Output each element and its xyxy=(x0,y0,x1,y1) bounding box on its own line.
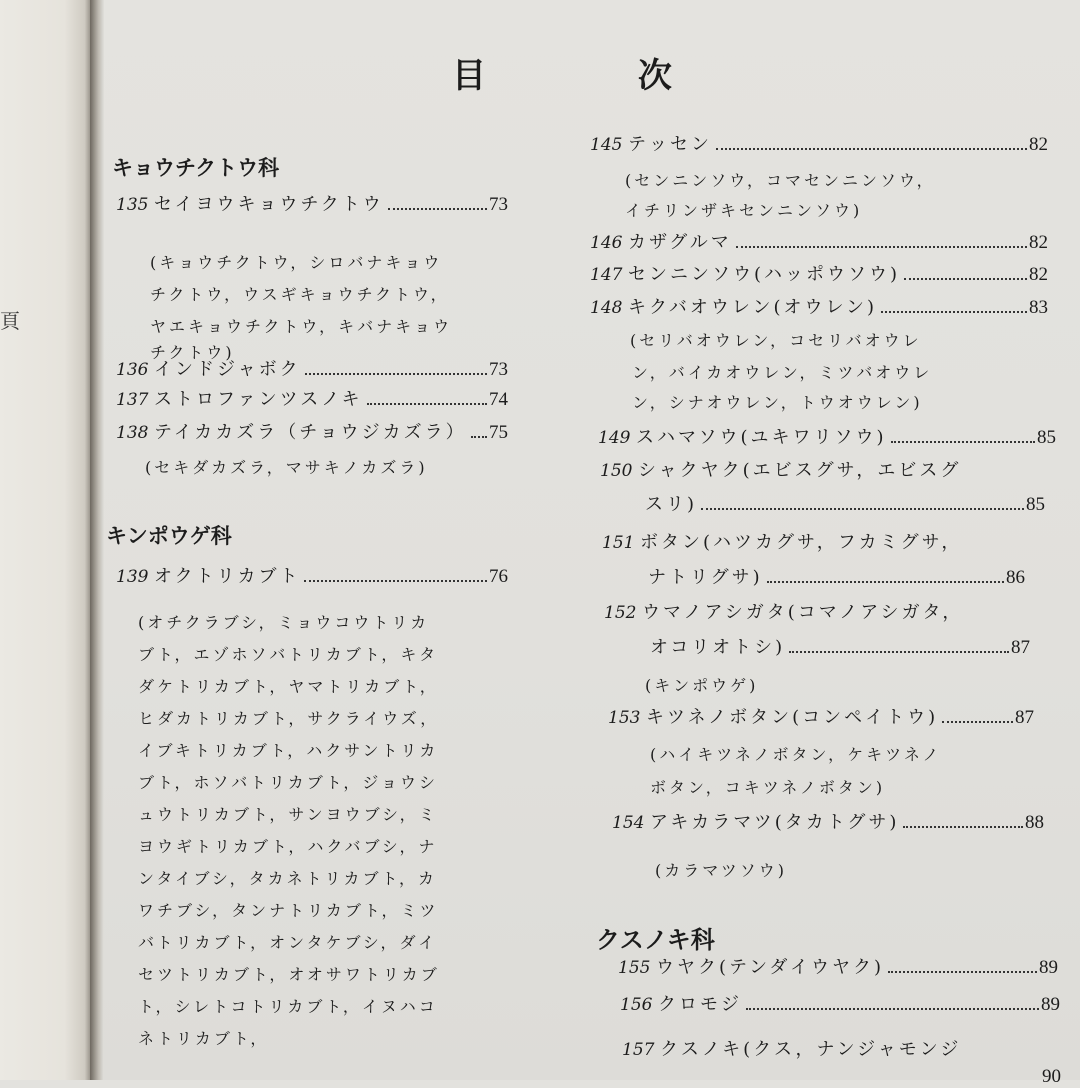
synonym-line: イチリンザキセンニンソウ) xyxy=(625,201,863,220)
entry-number: 145 xyxy=(590,135,623,155)
entry-number: 148 xyxy=(590,298,623,318)
leader-dots xyxy=(891,441,1035,443)
synonym-line: ュウトリカブト，サンヨウブシ，ミ xyxy=(138,805,438,824)
synonym-line: (センニンソウ，コマセンニンソウ， xyxy=(625,171,936,190)
entry-title: ストロファンツスノキ xyxy=(154,389,363,410)
page-number: 82 xyxy=(1029,264,1048,285)
synonym-line: ヤエキョウチクトウ，キバナキョウ xyxy=(150,317,453,336)
toc-entry-145[interactable] xyxy=(590,130,1048,156)
leader-dots xyxy=(746,1008,1039,1010)
page-number: 85 xyxy=(1026,494,1045,515)
entry-title: オクトリカブト xyxy=(154,566,301,587)
entry-title: アキカラマツ(タカトグサ) xyxy=(650,812,900,833)
entry-title: ウヤク(テンダイウヤク) xyxy=(656,957,885,978)
entry-number: 139 xyxy=(116,567,149,587)
synonym-line: ト，シレトコトリカブト，イヌハコ xyxy=(138,997,438,1016)
page-number: 75 xyxy=(489,422,508,443)
page-number: 73 xyxy=(489,194,508,215)
leader-dots xyxy=(367,403,487,405)
leader-dots xyxy=(888,971,1037,973)
entry-title: テイカカズラ（チョウジカズラ） xyxy=(154,422,467,443)
toc-entry-150-continued[interactable] xyxy=(645,490,1045,516)
synonym-line: (オチクラブシ，ミョウコウトリカ xyxy=(138,613,430,632)
entry-title: ウマノアシガタ(コマノアシガタ， xyxy=(642,602,964,623)
synonym-line: (セキダカズラ，マサキノカズラ) xyxy=(145,458,428,477)
leader-dots xyxy=(789,651,1009,653)
leader-dots xyxy=(736,246,1027,248)
leader-dots xyxy=(388,208,487,210)
page-number: 82 xyxy=(1029,232,1048,253)
leader-dots xyxy=(305,373,487,375)
synonym-line: バトリカブト，オンタケブシ，ダイ xyxy=(138,933,438,952)
toc-entry-139[interactable] xyxy=(116,562,508,588)
entry-title: インドジャボク xyxy=(154,359,301,380)
synonym-line: セツトリカブト，オオサワトリカブ xyxy=(138,965,440,984)
page-number-157: 90 xyxy=(1042,1066,1061,1087)
leader-dots xyxy=(304,580,487,582)
entry-title: セイヨウキョウチクトウ xyxy=(154,194,384,215)
entry-title: スリ) xyxy=(645,494,698,515)
synonym-line: (ハイキツネノボタン，ケキツネノ xyxy=(650,745,942,764)
entry-number: 147 xyxy=(590,265,623,285)
synonym-line: ヨウギトリカブト，ハクバブシ，ナ xyxy=(138,837,438,856)
entry-title: キクバオウレン(オウレン) xyxy=(628,297,878,318)
leader-dots xyxy=(701,508,1024,510)
page-number: 88 xyxy=(1025,812,1044,833)
synonym-line: ン，バイカオウレン，ミツバオウレ xyxy=(632,363,933,382)
entry-number: 157 xyxy=(622,1040,655,1060)
page-number: 89 xyxy=(1041,994,1060,1015)
page-number: 83 xyxy=(1029,297,1048,318)
toc-entry-150[interactable] xyxy=(600,456,1058,482)
page-number: 74 xyxy=(489,389,508,410)
entry-number: 152 xyxy=(604,603,637,623)
entry-number: 156 xyxy=(620,995,653,1015)
page-title: 目 次 xyxy=(452,56,742,96)
synonym-line: チクトウ) xyxy=(150,343,235,362)
toc-entry-156[interactable] xyxy=(620,990,1060,1016)
previous-page-text-fragment: 頁 xyxy=(0,309,20,333)
synonym-line: ブト，エゾホソバトリカブト，キタ xyxy=(138,645,439,664)
entry-title: シャクヤク(エビスグサ，エビスグ xyxy=(638,460,962,481)
page-number: 86 xyxy=(1006,567,1025,588)
synonym-line: (セリバオウレン，コセリバオウレ xyxy=(630,331,922,350)
toc-entry-151[interactable] xyxy=(602,528,1060,554)
toc-entry-153[interactable] xyxy=(608,703,1034,729)
page-number: 87 xyxy=(1011,637,1030,658)
page-number: 76 xyxy=(489,566,508,587)
synonym-line: ワチブシ，タンナトリカブト，ミツ xyxy=(138,901,439,920)
toc-entry-137[interactable] xyxy=(116,385,508,411)
entry-number: 149 xyxy=(598,428,631,448)
synonym-line: ブト，ホソバトリカブト，ジョウシ xyxy=(138,773,439,792)
entry-number: 155 xyxy=(618,958,651,978)
entry-title: キツネノボタン(コンペイトウ) xyxy=(646,707,939,728)
toc-entry-147[interactable] xyxy=(590,260,1048,286)
entry-title: ナトリグサ) xyxy=(648,567,763,588)
entry-number: 138 xyxy=(116,423,149,443)
toc-entry-152[interactable] xyxy=(604,598,1062,624)
leader-dots xyxy=(942,721,1013,723)
entry-title: ボタン(ハツカグサ，フカミグサ， xyxy=(640,532,963,553)
entry-title: オコリオトシ) xyxy=(650,637,786,658)
entry-title: カザグルマ xyxy=(628,232,732,253)
section-heading-kinpouge: キンポウゲ科 xyxy=(106,524,232,548)
entry-title: テッセン xyxy=(628,134,712,155)
toc-entry-149[interactable] xyxy=(598,423,1056,449)
synonym-line: (キンポウゲ) xyxy=(645,676,759,695)
leader-dots xyxy=(904,278,1027,280)
toc-entry-157[interactable] xyxy=(622,1035,1080,1061)
toc-entry-151-continued[interactable] xyxy=(648,563,1025,589)
entry-number: 153 xyxy=(608,708,641,728)
synonym-line: ボタン，コキツネノボタン) xyxy=(650,778,886,797)
synonym-line: ネトリカブト， xyxy=(138,1029,270,1048)
toc-entry-135[interactable] xyxy=(116,190,508,216)
page-number: 87 xyxy=(1015,707,1034,728)
section-heading-kyouchikutou: キョウチクトウ科 xyxy=(112,156,280,180)
book-spine-shadow xyxy=(90,0,104,1080)
leader-dots xyxy=(903,826,1023,828)
toc-entry-138[interactable] xyxy=(116,418,508,444)
page-number: 82 xyxy=(1029,134,1048,155)
toc-entry-154[interactable] xyxy=(612,808,1044,834)
entry-title: クロモジ xyxy=(658,994,742,1015)
synonym-line: イブキトリカブト，ハクサントリカ xyxy=(138,741,439,760)
page-number: 85 xyxy=(1037,427,1056,448)
synonym-line: ヒダカトリカブト，サクライウズ， xyxy=(138,709,440,728)
entry-number: 151 xyxy=(602,533,635,553)
entry-number: 150 xyxy=(600,461,633,481)
synonym-line: ンタイブシ，タカネトリカブト，カ xyxy=(138,869,438,888)
entry-number: 135 xyxy=(116,195,149,215)
synonym-line: ダケトリカブト，ヤマトリカブト， xyxy=(138,677,439,696)
toc-entry-152-continued[interactable] xyxy=(650,633,1030,659)
entry-title: スハマソウ(ユキワリソウ) xyxy=(636,427,887,448)
entry-number: 146 xyxy=(590,233,623,253)
page-number: 73 xyxy=(489,359,508,380)
entry-number: 136 xyxy=(116,360,149,380)
leader-dots xyxy=(471,436,487,438)
section-heading-kusunoki: クスノキ科 xyxy=(596,926,715,954)
synonym-line: ン，シナオウレン，トウオウレン) xyxy=(632,393,923,412)
previous-page-edge xyxy=(0,0,92,1080)
entry-title: センニンソウ(ハッポウソウ) xyxy=(628,264,901,285)
toc-entry-136[interactable] xyxy=(116,355,508,381)
entry-title: クスノキ(クス，ナンジャモンジ xyxy=(660,1039,962,1060)
entry-number: 154 xyxy=(612,813,645,833)
synonym-line: (キョウチクトウ，シロバナキョウ xyxy=(150,253,443,272)
leader-dots xyxy=(881,311,1027,313)
leader-dots xyxy=(767,581,1004,583)
leader-dots xyxy=(716,148,1027,150)
toc-entry-146[interactable] xyxy=(590,228,1048,254)
page-number: 89 xyxy=(1039,957,1058,978)
synonym-line: チクトウ，ウスギキョウチクトウ， xyxy=(150,285,450,304)
entry-number: 137 xyxy=(116,390,149,410)
synonym-line: (カラマツソウ) xyxy=(655,861,788,880)
toc-entry-148[interactable] xyxy=(590,293,1048,319)
toc-entry-155[interactable] xyxy=(618,953,1058,979)
